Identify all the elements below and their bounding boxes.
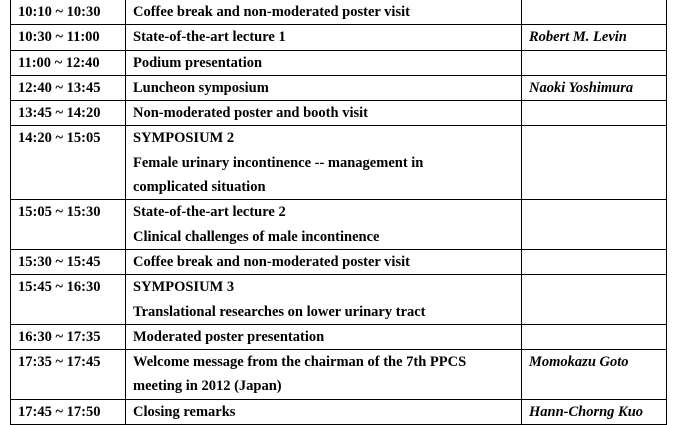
- session-cell: [126, 25, 522, 50]
- time-cell: 15:05 ~ 15:30: [11, 200, 126, 250]
- session-line: Coffee break and non-moderated poster visit: [133, 4, 410, 20]
- speaker-cell: [522, 275, 667, 325]
- speaker-cell: [522, 0, 667, 25]
- session-cell: [126, 350, 522, 400]
- speaker-cell: Naoki Yoshimura: [522, 75, 667, 100]
- time-cell: 10:30 ~ 11:00: [11, 25, 126, 50]
- session-line: Welcome message from the chairman of the 7th PPCS: [133, 354, 467, 371]
- schedule-row: [11, 126, 667, 200]
- session-line: Clinical challenges of male incontinence: [133, 228, 380, 245]
- time-cell: 17:45 ~ 17:50: [11, 399, 126, 424]
- speaker-cell: [522, 200, 667, 250]
- time-cell: 13:45 ~ 14:20: [11, 101, 126, 126]
- time-cell: 14:20 ~ 15:05: [11, 126, 126, 200]
- schedule-row: [11, 0, 667, 25]
- session-line: Coffee break and non-moderated poster visit: [133, 253, 410, 270]
- speaker-cell: Momokazu Goto: [522, 350, 667, 400]
- session-cell: [126, 50, 522, 75]
- schedule-row: [11, 101, 667, 126]
- time-cell: 15:30 ~ 15:45: [11, 249, 126, 274]
- schedule-row: [11, 200, 667, 250]
- session-cell: [126, 249, 522, 274]
- session-line: SYMPOSIUM 2: [133, 130, 235, 147]
- session-cell: [126, 275, 522, 325]
- session-line: State-of-the-art lecture 1: [133, 29, 286, 46]
- session-cell: [126, 75, 522, 100]
- speaker-cell: [522, 101, 667, 126]
- schedule-row: [11, 350, 667, 400]
- session-line: State-of-the-art lecture 2: [133, 204, 286, 221]
- schedule-row: [11, 324, 667, 349]
- schedule-row: [11, 275, 667, 325]
- speaker-cell: [522, 50, 667, 75]
- time-cell: 17:35 ~ 17:45: [11, 350, 126, 400]
- time-cell: 16:30 ~ 17:35: [11, 324, 126, 349]
- schedule-row: [11, 75, 667, 100]
- time-cell: 10:10 ~ 10:30: [11, 0, 126, 25]
- speaker-cell: Robert M. Levin: [522, 25, 667, 50]
- schedule-row: [11, 25, 667, 50]
- schedule-row: [11, 50, 667, 75]
- session-line: SYMPOSIUM 3: [133, 279, 235, 296]
- session-cell: [126, 126, 522, 200]
- session-cell: [126, 324, 522, 349]
- speaker-cell: Hann-Chorng Kuo: [522, 399, 667, 424]
- time-cell: 12:40 ~ 13:45: [11, 75, 126, 100]
- speaker-cell: [522, 249, 667, 274]
- time-cell: 15:45 ~ 16:30: [11, 275, 126, 325]
- speaker-cell: [522, 126, 667, 200]
- session-line: Moderated poster presentation: [133, 328, 325, 345]
- session-line: Closing remarks: [133, 403, 236, 420]
- schedule-row: [11, 249, 667, 274]
- session-line: Luncheon symposium: [133, 79, 269, 96]
- schedule-table: [10, 0, 667, 425]
- session-line: complicated situation: [133, 179, 266, 196]
- session-cell: [126, 101, 522, 126]
- speaker-cell: [522, 324, 667, 349]
- session-cell: [126, 0, 522, 25]
- session-cell: [126, 200, 522, 250]
- session-line: Translational researches on lower urinary tract: [133, 303, 426, 320]
- schedule-body: [11, 0, 667, 425]
- session-line: meeting in 2012 (Japan): [133, 378, 282, 395]
- session-line: Female urinary incontinence -- management in: [133, 154, 424, 171]
- session-line: Non-moderated poster and booth visit: [133, 105, 368, 122]
- time-cell: 11:00 ~ 12:40: [11, 50, 126, 75]
- session-line: Podium presentation: [133, 54, 263, 71]
